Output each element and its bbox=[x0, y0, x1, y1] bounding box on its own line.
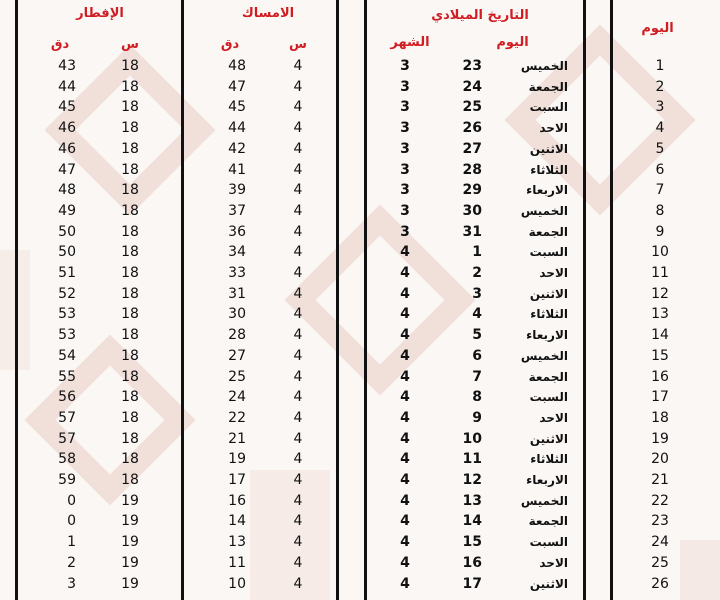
month-cell: 4 bbox=[400, 451, 410, 468]
imsak-hour: 4 bbox=[293, 265, 303, 281]
imsak-hour: 4 bbox=[293, 554, 303, 571]
weekday-cell: الاثنين bbox=[529, 576, 568, 591]
imsak-minute: 14 bbox=[228, 513, 246, 530]
imsak-hour: 4 bbox=[293, 409, 303, 426]
subheader-iftar-hour: س bbox=[121, 37, 139, 52]
day-number-cell: 1 bbox=[655, 58, 665, 74]
iftar-minute: 1 bbox=[67, 534, 76, 551]
iftar-hour: 18 bbox=[121, 140, 139, 157]
iftar-hour: 18 bbox=[121, 368, 139, 385]
imsak-minute: 17 bbox=[228, 472, 246, 488]
iftar-minute: 3 bbox=[67, 575, 76, 592]
day-number-cell: 5 bbox=[655, 140, 665, 157]
month-cell: 3 bbox=[400, 161, 410, 178]
divider-line bbox=[364, 0, 367, 600]
weekday-cell: السبت bbox=[529, 535, 568, 550]
iftar-hour: 18 bbox=[121, 306, 139, 323]
iftar-hour: 18 bbox=[121, 182, 139, 199]
iftar-minute: 2 bbox=[67, 554, 76, 571]
day-of-month-cell: 15 bbox=[462, 534, 482, 551]
imsak-minute: 11 bbox=[228, 554, 246, 571]
imsak-minute: 19 bbox=[228, 451, 246, 468]
imsak-minute: 39 bbox=[228, 182, 246, 199]
iftar-minute: 53 bbox=[58, 306, 76, 323]
iftar-minute: 44 bbox=[58, 78, 76, 95]
weekday-cell: الخميس bbox=[520, 203, 568, 218]
month-cell: 4 bbox=[400, 389, 410, 406]
imsak-hour: 4 bbox=[293, 430, 303, 447]
iftar-minute: 54 bbox=[58, 347, 76, 364]
day-number-cell: 16 bbox=[651, 368, 669, 385]
weekday-cell: السبت bbox=[529, 245, 568, 260]
day-of-month-cell: 10 bbox=[462, 430, 482, 447]
weekday-cell: الاثنين bbox=[529, 141, 568, 156]
iftar-minute: 45 bbox=[58, 99, 76, 116]
iftar-minute: 58 bbox=[58, 451, 76, 468]
imsak-minute: 44 bbox=[228, 120, 246, 137]
day-number-cell: 9 bbox=[655, 223, 665, 240]
divider-line bbox=[336, 0, 339, 600]
month-cell: 4 bbox=[400, 327, 410, 344]
weekday-cell: الثلاثاء bbox=[530, 162, 568, 177]
weekday-cell: الجمعة bbox=[528, 79, 568, 94]
iftar-hour: 18 bbox=[121, 161, 139, 178]
header-iftar: الإفطار bbox=[76, 6, 124, 21]
day-number-cell: 21 bbox=[651, 472, 669, 488]
iftar-hour: 18 bbox=[121, 327, 139, 344]
day-number-cell: 15 bbox=[651, 347, 669, 364]
subheader-iftar-minute: دق bbox=[50, 37, 70, 52]
iftar-minute: 56 bbox=[58, 389, 76, 406]
day-of-month-cell: 28 bbox=[462, 161, 482, 178]
month-cell: 4 bbox=[400, 554, 410, 571]
imsak-minute: 27 bbox=[228, 347, 246, 364]
day-number-cell: 8 bbox=[655, 202, 665, 219]
iftar-hour: 18 bbox=[121, 223, 139, 240]
imsak-hour: 4 bbox=[293, 99, 303, 116]
iftar-minute: 50 bbox=[58, 244, 76, 261]
day-number-cell: 14 bbox=[651, 327, 669, 344]
day-of-month-cell: 23 bbox=[462, 58, 482, 74]
day-of-month-cell: 7 bbox=[472, 368, 482, 385]
iftar-minute: 43 bbox=[58, 58, 76, 74]
iftar-minute: 47 bbox=[58, 161, 76, 178]
imsak-hour: 4 bbox=[293, 492, 303, 509]
day-number-cell: 4 bbox=[655, 120, 665, 137]
weekday-cell: الخميس bbox=[520, 348, 568, 363]
imsak-hour: 4 bbox=[293, 368, 303, 385]
day-number-cell: 12 bbox=[651, 285, 669, 302]
month-cell: 3 bbox=[400, 202, 410, 219]
imsak-hour: 4 bbox=[293, 202, 303, 219]
iftar-minute: 46 bbox=[58, 140, 76, 157]
day-number-cell: 20 bbox=[651, 451, 669, 468]
day-number-cell: 19 bbox=[651, 430, 669, 447]
day-number-cell: 3 bbox=[655, 99, 665, 116]
day-of-month-cell: 27 bbox=[462, 140, 482, 157]
iftar-hour: 18 bbox=[121, 347, 139, 364]
divider-line bbox=[610, 0, 613, 600]
month-cell: 3 bbox=[400, 58, 410, 74]
iftar-minute: 50 bbox=[58, 223, 76, 240]
weekday-cell: الاربعاء bbox=[526, 473, 568, 487]
day-of-month-cell: 24 bbox=[462, 78, 482, 95]
subheader-imsak-hour: س bbox=[289, 37, 307, 52]
day-number-cell: 6 bbox=[655, 161, 665, 178]
weekday-cell: الجمعة bbox=[528, 224, 568, 239]
iftar-hour: 18 bbox=[121, 202, 139, 219]
day-of-month-cell: 16 bbox=[462, 554, 482, 571]
iftar-hour: 19 bbox=[121, 575, 139, 592]
imsak-minute: 45 bbox=[228, 99, 246, 116]
header-imsak: الامساك bbox=[241, 6, 295, 21]
day-of-month-cell: 25 bbox=[462, 99, 482, 116]
imsak-hour: 4 bbox=[293, 575, 303, 592]
imsak-hour: 4 bbox=[293, 78, 303, 95]
month-cell: 4 bbox=[400, 575, 410, 592]
day-of-month-cell: 2 bbox=[472, 265, 482, 281]
month-cell: 3 bbox=[400, 120, 410, 137]
weekday-cell: الاربعاء bbox=[526, 328, 568, 343]
imsak-minute: 37 bbox=[228, 202, 246, 219]
month-cell: 4 bbox=[400, 306, 410, 323]
weekday-cell: الاحد bbox=[539, 266, 568, 280]
month-cell: 4 bbox=[400, 347, 410, 364]
iftar-minute: 57 bbox=[58, 430, 76, 447]
iftar-hour: 19 bbox=[121, 492, 139, 509]
imsak-hour: 4 bbox=[293, 58, 303, 74]
imsak-minute: 47 bbox=[228, 78, 246, 95]
imsak-minute: 33 bbox=[228, 265, 246, 281]
weekday-cell: الاحد bbox=[539, 121, 568, 136]
day-of-month-cell: 11 bbox=[462, 451, 482, 468]
month-cell: 4 bbox=[400, 409, 410, 426]
day-of-month-cell: 12 bbox=[462, 472, 482, 488]
day-number-cell: 23 bbox=[651, 513, 669, 530]
imsak-minute: 48 bbox=[228, 58, 246, 74]
iftar-hour: 18 bbox=[121, 472, 139, 488]
subheader-day: اليوم bbox=[496, 35, 529, 50]
subheader-month: الشهر bbox=[390, 35, 430, 50]
weekday-cell: الاثنين bbox=[529, 431, 568, 446]
month-cell: 4 bbox=[400, 244, 410, 261]
weekday-cell: الاحد bbox=[539, 410, 568, 425]
day-of-month-cell: 14 bbox=[462, 513, 482, 530]
imsak-minute: 22 bbox=[228, 409, 246, 426]
day-of-month-cell: 9 bbox=[472, 409, 482, 426]
imsak-hour: 4 bbox=[293, 223, 303, 240]
imsak-minute: 28 bbox=[228, 327, 246, 344]
imsak-hour: 4 bbox=[293, 451, 303, 468]
iftar-hour: 18 bbox=[121, 78, 139, 95]
divider-line bbox=[15, 0, 18, 600]
imsak-hour: 4 bbox=[293, 534, 303, 551]
imsak-minute: 36 bbox=[228, 223, 246, 240]
iftar-minute: 52 bbox=[58, 285, 76, 302]
iftar-minute: 51 bbox=[58, 265, 76, 281]
imsak-minute: 25 bbox=[228, 368, 246, 385]
day-number-cell: 26 bbox=[651, 575, 669, 592]
imsak-hour: 4 bbox=[293, 285, 303, 302]
day-of-month-cell: 13 bbox=[462, 492, 482, 509]
iftar-minute: 0 bbox=[67, 492, 76, 509]
weekday-cell: الاثنين bbox=[529, 286, 568, 301]
iftar-minute: 57 bbox=[58, 409, 76, 426]
day-number-cell: 17 bbox=[651, 389, 669, 406]
imsak-minute: 41 bbox=[228, 161, 246, 178]
weekday-cell: السبت bbox=[529, 390, 568, 405]
imsak-hour: 4 bbox=[293, 182, 303, 199]
day-of-month-cell: 3 bbox=[472, 285, 482, 302]
day-of-month-cell: 30 bbox=[462, 202, 482, 219]
month-cell: 4 bbox=[400, 285, 410, 302]
iftar-hour: 18 bbox=[121, 409, 139, 426]
iftar-hour: 18 bbox=[121, 99, 139, 116]
iftar-hour: 18 bbox=[121, 58, 139, 74]
iftar-minute: 0 bbox=[67, 513, 76, 530]
iftar-hour: 18 bbox=[121, 451, 139, 468]
imsak-minute: 16 bbox=[228, 492, 246, 509]
day-number-cell: 11 bbox=[651, 265, 669, 281]
month-cell: 3 bbox=[400, 99, 410, 116]
day-number-cell: 22 bbox=[651, 492, 669, 509]
imsak-minute: 10 bbox=[228, 575, 246, 592]
month-cell: 4 bbox=[400, 265, 410, 281]
divider-line bbox=[181, 0, 184, 600]
month-cell: 3 bbox=[400, 78, 410, 95]
iftar-hour: 19 bbox=[121, 534, 139, 551]
imsak-minute: 30 bbox=[228, 306, 246, 323]
iftar-hour: 18 bbox=[121, 389, 139, 406]
imsak-minute: 31 bbox=[228, 285, 246, 302]
day-of-month-cell: 1 bbox=[472, 244, 482, 261]
iftar-minute: 53 bbox=[58, 327, 76, 344]
iftar-minute: 46 bbox=[58, 120, 76, 137]
month-cell: 4 bbox=[400, 368, 410, 385]
imsak-hour: 4 bbox=[293, 244, 303, 261]
imsak-minute: 21 bbox=[228, 430, 246, 447]
month-cell: 3 bbox=[400, 223, 410, 240]
day-of-month-cell: 17 bbox=[462, 575, 482, 592]
month-cell: 3 bbox=[400, 140, 410, 157]
iftar-hour: 19 bbox=[121, 513, 139, 530]
month-cell: 3 bbox=[400, 182, 410, 199]
weekday-cell: الجمعة bbox=[528, 369, 568, 384]
weekday-cell: الثلاثاء bbox=[530, 452, 568, 467]
subheader-imsak-minute: دق bbox=[220, 37, 240, 52]
day-of-month-cell: 31 bbox=[462, 223, 482, 240]
month-cell: 4 bbox=[400, 534, 410, 551]
weekday-cell: الاحد bbox=[539, 555, 568, 570]
header-day: اليوم bbox=[641, 21, 674, 36]
iftar-hour: 18 bbox=[121, 244, 139, 261]
imsak-hour: 4 bbox=[293, 327, 303, 344]
imsak-hour: 4 bbox=[293, 347, 303, 364]
weekday-cell: الخميس bbox=[520, 493, 568, 508]
month-cell: 4 bbox=[400, 430, 410, 447]
iftar-hour: 18 bbox=[121, 120, 139, 137]
day-of-month-cell: 29 bbox=[462, 182, 482, 199]
day-number-cell: 24 bbox=[651, 534, 669, 551]
weekday-cell: الجمعة bbox=[528, 514, 568, 529]
imsak-minute: 42 bbox=[228, 140, 246, 157]
day-number-cell: 10 bbox=[651, 244, 669, 261]
day-of-month-cell: 4 bbox=[472, 306, 482, 323]
month-cell: 4 bbox=[400, 513, 410, 530]
day-number-cell: 25 bbox=[651, 554, 669, 571]
imsak-hour: 4 bbox=[293, 389, 303, 406]
weekday-cell: الاربعاء bbox=[526, 183, 568, 198]
iftar-hour: 19 bbox=[121, 554, 139, 571]
iftar-hour: 18 bbox=[121, 285, 139, 302]
header-gregorian: التاريخ الميلادي bbox=[431, 8, 529, 23]
imsak-minute: 24 bbox=[228, 389, 246, 406]
imsak-hour: 4 bbox=[293, 513, 303, 530]
iftar-minute: 49 bbox=[58, 202, 76, 219]
month-cell: 4 bbox=[400, 492, 410, 509]
imsak-hour: 4 bbox=[293, 161, 303, 178]
imsak-hour: 4 bbox=[293, 140, 303, 157]
day-number-cell: 7 bbox=[655, 182, 665, 199]
iftar-minute: 59 bbox=[58, 472, 76, 488]
month-cell: 4 bbox=[400, 472, 410, 488]
imsak-hour: 4 bbox=[293, 472, 303, 488]
iftar-hour: 18 bbox=[121, 265, 139, 281]
day-of-month-cell: 26 bbox=[462, 120, 482, 137]
day-number-cell: 18 bbox=[651, 409, 669, 426]
imsak-hour: 4 bbox=[293, 306, 303, 323]
weekday-cell: السبت bbox=[529, 100, 568, 115]
imsak-minute: 34 bbox=[228, 244, 246, 261]
weekday-cell: الخميس bbox=[520, 59, 568, 73]
weekday-cell: الثلاثاء bbox=[530, 307, 568, 322]
day-of-month-cell: 6 bbox=[472, 347, 482, 364]
iftar-minute: 55 bbox=[58, 368, 76, 385]
day-of-month-cell: 5 bbox=[472, 327, 482, 344]
iftar-hour: 18 bbox=[121, 430, 139, 447]
imsak-minute: 13 bbox=[228, 534, 246, 551]
day-number-cell: 2 bbox=[655, 78, 665, 95]
imsak-hour: 4 bbox=[293, 120, 303, 137]
day-number-cell: 13 bbox=[651, 306, 669, 323]
divider-line bbox=[583, 0, 586, 600]
day-of-month-cell: 8 bbox=[472, 389, 482, 406]
iftar-minute: 48 bbox=[58, 182, 76, 199]
